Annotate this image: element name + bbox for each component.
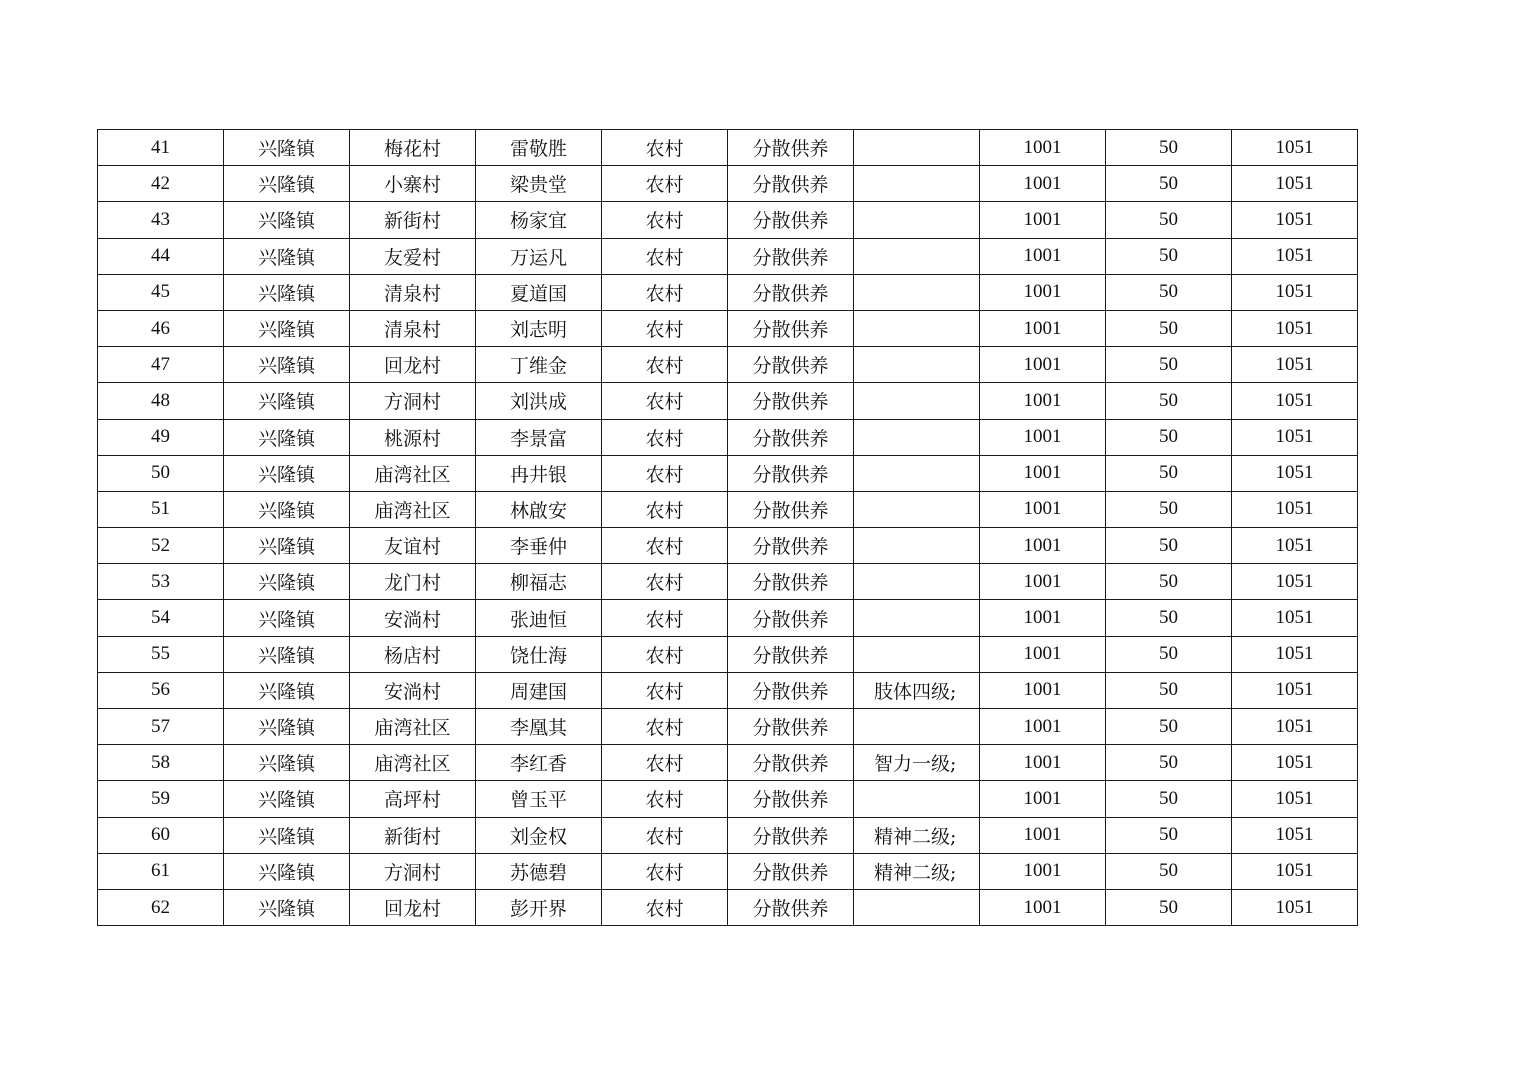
name-cell: 李凰其 xyxy=(476,709,602,745)
name-cell: 李垂仲 xyxy=(476,528,602,564)
name-cell: 刘志明 xyxy=(476,310,602,346)
support-type-cell: 分散供养 xyxy=(728,709,854,745)
index-cell: 58 xyxy=(98,745,224,781)
town-cell: 兴隆镇 xyxy=(224,274,350,310)
disability-cell xyxy=(854,600,980,636)
town-cell: 兴隆镇 xyxy=(224,202,350,238)
village-cell: 梅花村 xyxy=(350,130,476,166)
table-row xyxy=(98,347,1358,383)
total-cell: 1051 xyxy=(1232,130,1358,166)
disability-cell xyxy=(854,419,980,455)
area-type-cell: 农村 xyxy=(602,745,728,781)
support-type-cell: 分散供养 xyxy=(728,564,854,600)
table-row xyxy=(98,889,1358,925)
support-type-cell: 分散供养 xyxy=(728,853,854,889)
subsidy-cell: 50 xyxy=(1106,672,1232,708)
disability-cell xyxy=(854,564,980,600)
total-cell: 1051 xyxy=(1232,238,1358,274)
disability-cell xyxy=(854,636,980,672)
town-cell: 兴隆镇 xyxy=(224,781,350,817)
village-cell: 回龙村 xyxy=(350,347,476,383)
town-cell: 兴隆镇 xyxy=(224,709,350,745)
village-cell: 庙湾社区 xyxy=(350,709,476,745)
index-cell: 44 xyxy=(98,238,224,274)
town-cell: 兴隆镇 xyxy=(224,310,350,346)
name-cell: 刘洪成 xyxy=(476,383,602,419)
index-cell: 57 xyxy=(98,709,224,745)
name-cell: 彭开界 xyxy=(476,889,602,925)
subsidy-cell: 50 xyxy=(1106,238,1232,274)
disability-cell: 智力一级; xyxy=(854,745,980,781)
table-row xyxy=(98,455,1358,491)
amount-cell: 1001 xyxy=(980,564,1106,600)
town-cell: 兴隆镇 xyxy=(224,419,350,455)
village-cell: 清泉村 xyxy=(350,310,476,346)
index-cell: 53 xyxy=(98,564,224,600)
area-type-cell: 农村 xyxy=(602,455,728,491)
area-type-cell: 农村 xyxy=(602,564,728,600)
village-cell: 庙湾社区 xyxy=(350,491,476,527)
town-cell: 兴隆镇 xyxy=(224,853,350,889)
amount-cell: 1001 xyxy=(980,672,1106,708)
village-cell: 方洞村 xyxy=(350,853,476,889)
table-row xyxy=(98,528,1358,564)
total-cell: 1051 xyxy=(1232,817,1358,853)
village-cell: 新街村 xyxy=(350,202,476,238)
village-cell: 安淌村 xyxy=(350,672,476,708)
disability-cell xyxy=(854,781,980,817)
disability-cell: 精神二级; xyxy=(854,853,980,889)
subsidy-cell: 50 xyxy=(1106,528,1232,564)
area-type-cell: 农村 xyxy=(602,166,728,202)
area-type-cell: 农村 xyxy=(602,491,728,527)
area-type-cell: 农村 xyxy=(602,636,728,672)
area-type-cell: 农村 xyxy=(602,238,728,274)
table-row xyxy=(98,564,1358,600)
amount-cell: 1001 xyxy=(980,274,1106,310)
village-cell: 庙湾社区 xyxy=(350,455,476,491)
name-cell: 柳福志 xyxy=(476,564,602,600)
name-cell: 杨家宜 xyxy=(476,202,602,238)
area-type-cell: 农村 xyxy=(602,528,728,564)
town-cell: 兴隆镇 xyxy=(224,817,350,853)
subsidy-cell: 50 xyxy=(1106,347,1232,383)
subsidy-cell: 50 xyxy=(1106,817,1232,853)
total-cell: 1051 xyxy=(1232,889,1358,925)
area-type-cell: 农村 xyxy=(602,853,728,889)
subsidy-cell: 50 xyxy=(1106,491,1232,527)
table-row xyxy=(98,419,1358,455)
disability-cell xyxy=(854,202,980,238)
subsidy-cell: 50 xyxy=(1106,166,1232,202)
subsidy-cell: 50 xyxy=(1106,745,1232,781)
town-cell: 兴隆镇 xyxy=(224,564,350,600)
amount-cell: 1001 xyxy=(980,709,1106,745)
support-type-cell: 分散供养 xyxy=(728,636,854,672)
amount-cell: 1001 xyxy=(980,310,1106,346)
subsidy-cell: 50 xyxy=(1106,853,1232,889)
name-cell: 夏道国 xyxy=(476,274,602,310)
disability-cell xyxy=(854,238,980,274)
amount-cell: 1001 xyxy=(980,781,1106,817)
name-cell: 李景富 xyxy=(476,419,602,455)
total-cell: 1051 xyxy=(1232,455,1358,491)
disability-cell xyxy=(854,889,980,925)
amount-cell: 1001 xyxy=(980,166,1106,202)
support-type-cell: 分散供养 xyxy=(728,817,854,853)
support-type-cell: 分散供养 xyxy=(728,383,854,419)
amount-cell: 1001 xyxy=(980,600,1106,636)
amount-cell: 1001 xyxy=(980,455,1106,491)
index-cell: 51 xyxy=(98,491,224,527)
total-cell: 1051 xyxy=(1232,600,1358,636)
area-type-cell: 农村 xyxy=(602,274,728,310)
subsidy-cell: 50 xyxy=(1106,383,1232,419)
name-cell: 张迪恒 xyxy=(476,600,602,636)
disability-cell xyxy=(854,310,980,346)
village-cell: 清泉村 xyxy=(350,274,476,310)
amount-cell: 1001 xyxy=(980,853,1106,889)
total-cell: 1051 xyxy=(1232,853,1358,889)
town-cell: 兴隆镇 xyxy=(224,166,350,202)
subsidy-cell: 50 xyxy=(1106,889,1232,925)
disability-cell xyxy=(854,130,980,166)
name-cell: 万运凡 xyxy=(476,238,602,274)
total-cell: 1051 xyxy=(1232,491,1358,527)
village-cell: 龙门村 xyxy=(350,564,476,600)
support-type-cell: 分散供养 xyxy=(728,528,854,564)
area-type-cell: 农村 xyxy=(602,347,728,383)
town-cell: 兴隆镇 xyxy=(224,238,350,274)
area-type-cell: 农村 xyxy=(602,383,728,419)
table-row xyxy=(98,238,1358,274)
village-cell: 安淌村 xyxy=(350,600,476,636)
village-cell: 方洞村 xyxy=(350,383,476,419)
village-cell: 友爱村 xyxy=(350,238,476,274)
table-row xyxy=(98,274,1358,310)
village-cell: 杨店村 xyxy=(350,636,476,672)
support-type-cell: 分散供养 xyxy=(728,889,854,925)
index-cell: 48 xyxy=(98,383,224,419)
support-type-cell: 分散供养 xyxy=(728,238,854,274)
amount-cell: 1001 xyxy=(980,202,1106,238)
town-cell: 兴隆镇 xyxy=(224,383,350,419)
amount-cell: 1001 xyxy=(980,491,1106,527)
disability-cell xyxy=(854,166,980,202)
amount-cell: 1001 xyxy=(980,419,1106,455)
area-type-cell: 农村 xyxy=(602,889,728,925)
support-type-cell: 分散供养 xyxy=(728,600,854,636)
area-type-cell: 农村 xyxy=(602,130,728,166)
amount-cell: 1001 xyxy=(980,383,1106,419)
subsidy-cell: 50 xyxy=(1106,274,1232,310)
amount-cell: 1001 xyxy=(980,745,1106,781)
table-row xyxy=(98,636,1358,672)
disability-cell xyxy=(854,455,980,491)
total-cell: 1051 xyxy=(1232,672,1358,708)
subsidy-cell: 50 xyxy=(1106,564,1232,600)
index-cell: 47 xyxy=(98,347,224,383)
support-type-cell: 分散供养 xyxy=(728,672,854,708)
name-cell: 李红香 xyxy=(476,745,602,781)
support-type-cell: 分散供养 xyxy=(728,274,854,310)
village-cell: 友谊村 xyxy=(350,528,476,564)
amount-cell: 1001 xyxy=(980,130,1106,166)
name-cell: 苏德碧 xyxy=(476,853,602,889)
total-cell: 1051 xyxy=(1232,709,1358,745)
disability-cell xyxy=(854,491,980,527)
disability-cell xyxy=(854,383,980,419)
subsidy-cell: 50 xyxy=(1106,130,1232,166)
index-cell: 50 xyxy=(98,455,224,491)
total-cell: 1051 xyxy=(1232,347,1358,383)
support-type-cell: 分散供养 xyxy=(728,166,854,202)
index-cell: 61 xyxy=(98,853,224,889)
table-row xyxy=(98,709,1358,745)
subsidy-cell: 50 xyxy=(1106,202,1232,238)
disability-cell: 精神二级; xyxy=(854,817,980,853)
town-cell: 兴隆镇 xyxy=(224,672,350,708)
table-row xyxy=(98,853,1358,889)
total-cell: 1051 xyxy=(1232,745,1358,781)
support-type-cell: 分散供养 xyxy=(728,130,854,166)
amount-cell: 1001 xyxy=(980,238,1106,274)
support-type-cell: 分散供养 xyxy=(728,310,854,346)
amount-cell: 1001 xyxy=(980,889,1106,925)
total-cell: 1051 xyxy=(1232,202,1358,238)
table-row xyxy=(98,672,1358,708)
village-cell: 高坪村 xyxy=(350,781,476,817)
index-cell: 52 xyxy=(98,528,224,564)
name-cell: 雷敬胜 xyxy=(476,130,602,166)
support-type-cell: 分散供养 xyxy=(728,781,854,817)
table-row xyxy=(98,600,1358,636)
index-cell: 42 xyxy=(98,166,224,202)
town-cell: 兴隆镇 xyxy=(224,528,350,564)
index-cell: 45 xyxy=(98,274,224,310)
index-cell: 46 xyxy=(98,310,224,346)
table-row xyxy=(98,202,1358,238)
support-type-cell: 分散供养 xyxy=(728,202,854,238)
index-cell: 54 xyxy=(98,600,224,636)
town-cell: 兴隆镇 xyxy=(224,600,350,636)
subsidy-cell: 50 xyxy=(1106,600,1232,636)
name-cell: 林啟安 xyxy=(476,491,602,527)
subsidy-cell: 50 xyxy=(1106,455,1232,491)
disability-cell xyxy=(854,274,980,310)
town-cell: 兴隆镇 xyxy=(224,455,350,491)
table-row xyxy=(98,130,1358,166)
area-type-cell: 农村 xyxy=(602,781,728,817)
table-body xyxy=(98,130,1358,926)
table-row xyxy=(98,781,1358,817)
village-cell: 回龙村 xyxy=(350,889,476,925)
town-cell: 兴隆镇 xyxy=(224,745,350,781)
area-type-cell: 农村 xyxy=(602,310,728,346)
subsidy-cell: 50 xyxy=(1106,709,1232,745)
town-cell: 兴隆镇 xyxy=(224,130,350,166)
index-cell: 60 xyxy=(98,817,224,853)
index-cell: 56 xyxy=(98,672,224,708)
total-cell: 1051 xyxy=(1232,310,1358,346)
table-row xyxy=(98,383,1358,419)
village-cell: 庙湾社区 xyxy=(350,745,476,781)
area-type-cell: 农村 xyxy=(602,709,728,745)
table-row xyxy=(98,310,1358,346)
area-type-cell: 农村 xyxy=(602,600,728,636)
total-cell: 1051 xyxy=(1232,636,1358,672)
support-type-cell: 分散供养 xyxy=(728,347,854,383)
support-type-cell: 分散供养 xyxy=(728,419,854,455)
total-cell: 1051 xyxy=(1232,781,1358,817)
subsidy-cell: 50 xyxy=(1106,419,1232,455)
index-cell: 59 xyxy=(98,781,224,817)
disability-cell: 肢体四级; xyxy=(854,672,980,708)
amount-cell: 1001 xyxy=(980,528,1106,564)
subsidy-cell: 50 xyxy=(1106,636,1232,672)
support-type-cell: 分散供养 xyxy=(728,455,854,491)
area-type-cell: 农村 xyxy=(602,202,728,238)
disability-cell xyxy=(854,709,980,745)
subsidy-cell: 50 xyxy=(1106,310,1232,346)
area-type-cell: 农村 xyxy=(602,817,728,853)
town-cell: 兴隆镇 xyxy=(224,636,350,672)
support-type-cell: 分散供养 xyxy=(728,745,854,781)
total-cell: 1051 xyxy=(1232,166,1358,202)
amount-cell: 1001 xyxy=(980,817,1106,853)
table-row xyxy=(98,491,1358,527)
subsidy-cell: 50 xyxy=(1106,781,1232,817)
table-row xyxy=(98,745,1358,781)
name-cell: 冉井银 xyxy=(476,455,602,491)
amount-cell: 1001 xyxy=(980,347,1106,383)
amount-cell: 1001 xyxy=(980,636,1106,672)
index-cell: 55 xyxy=(98,636,224,672)
name-cell: 梁贵堂 xyxy=(476,166,602,202)
name-cell: 周建国 xyxy=(476,672,602,708)
disability-cell xyxy=(854,528,980,564)
village-cell: 桃源村 xyxy=(350,419,476,455)
area-type-cell: 农村 xyxy=(602,672,728,708)
support-type-cell: 分散供养 xyxy=(728,491,854,527)
area-type-cell: 农村 xyxy=(602,419,728,455)
total-cell: 1051 xyxy=(1232,383,1358,419)
town-cell: 兴隆镇 xyxy=(224,491,350,527)
town-cell: 兴隆镇 xyxy=(224,347,350,383)
total-cell: 1051 xyxy=(1232,564,1358,600)
name-cell: 饶仕海 xyxy=(476,636,602,672)
name-cell: 刘金权 xyxy=(476,817,602,853)
town-cell: 兴隆镇 xyxy=(224,889,350,925)
table-row xyxy=(98,817,1358,853)
total-cell: 1051 xyxy=(1232,528,1358,564)
disability-cell xyxy=(854,347,980,383)
index-cell: 43 xyxy=(98,202,224,238)
name-cell: 曾玉平 xyxy=(476,781,602,817)
name-cell: 丁维金 xyxy=(476,347,602,383)
total-cell: 1051 xyxy=(1232,274,1358,310)
index-cell: 49 xyxy=(98,419,224,455)
village-cell: 小寨村 xyxy=(350,166,476,202)
data-table xyxy=(97,129,1358,926)
village-cell: 新街村 xyxy=(350,817,476,853)
table-row xyxy=(98,166,1358,202)
index-cell: 62 xyxy=(98,889,224,925)
index-cell: 41 xyxy=(98,130,224,166)
total-cell: 1051 xyxy=(1232,419,1358,455)
